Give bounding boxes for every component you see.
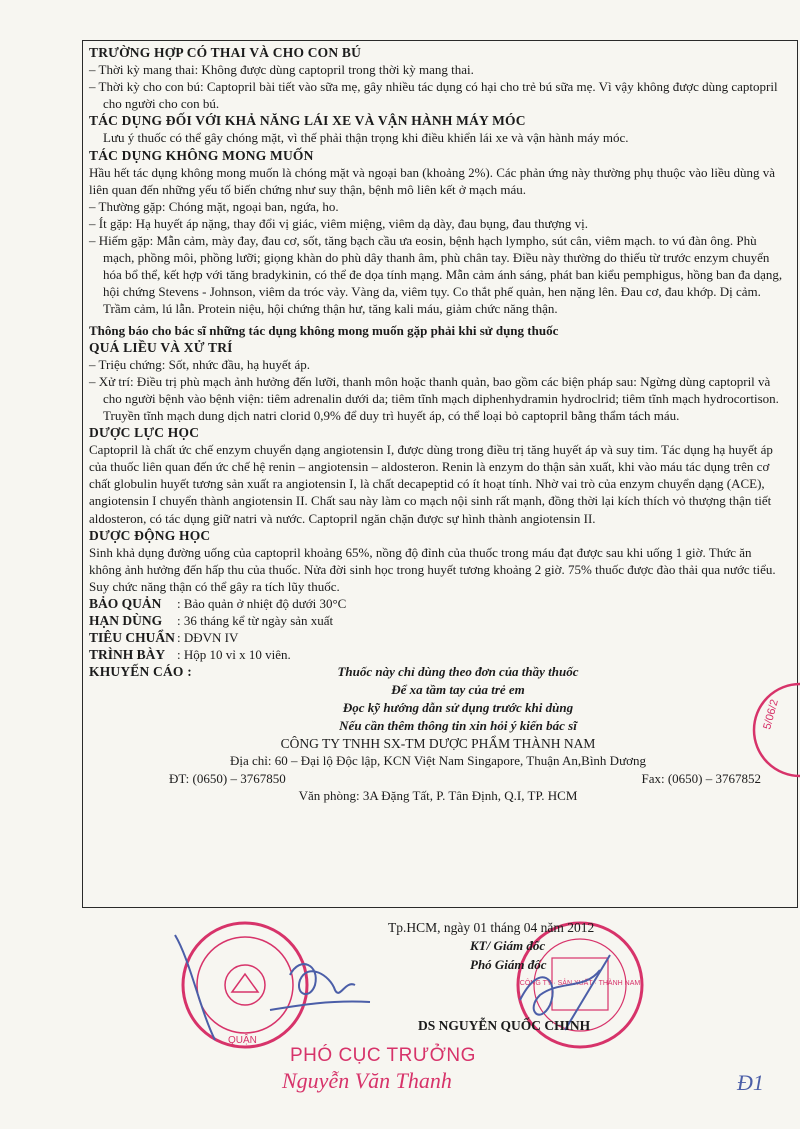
pregnancy-item: – Thời kỳ cho con bú: Captopril bài tiết vào sữa mẹ, gây nhiều tác dụng có hại cho trẻ bú sữa mẹ. Vì vậy không được dùng captopril cho người cho con bú. [89, 78, 787, 112]
side-effect-item: – Thường gặp: Chóng mặt, ngoại ban, ngứa, ho. [89, 198, 787, 215]
warning-line: Đọc kỹ hướng dẫn sử dụng trước khi dùng [342, 700, 574, 716]
section-title-overdose: QUÁ LIỀU VÀ XỬ TRÍ [89, 339, 233, 355]
signer-role-primary: KT/ Giám đốc [470, 938, 546, 953]
warning-line: Thuốc này chỉ dùng theo đơn của thầy thuốc [337, 664, 579, 680]
spec-value: : Hộp 10 vỉ x 10 viên. [177, 647, 291, 663]
side-effects-intro: Hầu hết tác dụng không mong muốn là chóng mặt và ngoại ban (khoảng 2%). Các phản ứng này thường phụ thuộc vào liều dùng và liên quan đến những yếu tố biến chứng như suy thận, bệnh mô liên kết ở mạch máu. [89, 164, 775, 197]
spec-key: TIÊU CHUẨN [89, 630, 175, 646]
company-office: Văn phòng: 3A Đặng Tất, P. Tân Định, Q.I, TP. HCM [298, 787, 578, 803]
section-title-pregnancy: TRƯỜNG HỢP CÓ THAI VÀ CHO CON BÚ [89, 45, 362, 60]
stamp-left-text: QUẬN [228, 1035, 257, 1046]
company-name: CÔNG TY TNHH SX-TM DƯỢC PHẨM THÀNH NAM [280, 736, 596, 752]
section-title-driving: TÁC DỤNG ĐỐI VỚI KHẢ NĂNG LÁI XE VÀ VẬN HÀNH MÁY MÓC [89, 113, 526, 129]
issue-date: Tp.HCM, ngày 01 tháng 04 năm 2012 [388, 920, 595, 935]
stamp-right-text: CÔNG TY · SẢN XUẤT · THÀNH NAM [519, 980, 641, 987]
spec-value: : DĐVN IV [177, 630, 239, 646]
side-date-stamp [754, 684, 800, 776]
section-title-pharmacokinetics: DƯỢC ĐỘNG HỌC [89, 527, 211, 543]
vice-director-title: PHÓ CỤC TRƯỞNG [290, 1045, 476, 1066]
overdose-item: – Xử trí: Điều trị phù mạch ảnh hưởng đến lưỡi, thanh môn hoặc thanh quản, bao gồm các biện pháp sau: Ngừng dùng captopril và cho người bệnh vào bệnh viện: tiêm adrenalin dưới da; tiêm tĩnh mạch diphenhydramin hydroclrid; tiêm tĩnh mạch hydrocortison. Truyền tĩnh mạch dung dịch natri clorid 0,9% để duy trì huyết áp, có thể loại bỏ captopril bằng thẩm tách máu. [89, 373, 787, 424]
warning-line: Nếu cần thêm thông tin xin hỏi ý kiến bác sĩ [339, 718, 577, 734]
spec-key: HẠN DÙNG [89, 613, 163, 629]
corner-handwritten-mark: Đ1 [737, 1070, 764, 1095]
pregnancy-item: – Thời kỳ mang thai: Không được dùng captopril trong thời kỳ mang thai. [89, 61, 787, 78]
side-effect-item: – Hiếm gặp: Mẫn cảm, mày đay, đau cơ, sốt, tăng bạch cầu ưa eosin, bệnh hạch lympho, sút cân, viêm mạch. to vú đàn ông. Phù mạch, phồng môi, phồng lưỡi; giọng khàn do phù dây thanh âm, phù chân tay. Điều này thường do thiếu từ trước enzym chuyển hóa bổ thể, kết hợp với tăng bradykinin, có thể đe dọa tính mạng. Mẫn cảm ánh sáng, phát ban kiểu pemphigus, hồng ban đa dạng, hội chứng Stevens - Johnson, viêm da tróc vảy. Vàng da, viêm tụy. Co thắt phế quản, hen nặng lên. Đau cơ, đau khớp. Dị cảm. Trầm cảm, lú lẫn. Protein niệu, hội chứng thận hư, tăng kali máu, giảm chức năng thận. [89, 232, 787, 317]
signer-role-secondary: Phó Giám đốc [470, 957, 547, 972]
company-address: Địa chỉ: 60 – Đại lộ Độc lập, KCN Việt Nam Singapore, Thuận An,Bình Dương [230, 753, 646, 769]
side-stamp-text: 5/06/2 [761, 698, 781, 731]
spec-key: TRÌNH BÀY [89, 647, 166, 663]
left-official-stamp [183, 923, 307, 1047]
spec-key: BẢO QUẢN [89, 596, 162, 611]
company-fax: Fax: (0650) – 3767852 [641, 770, 761, 786]
pharmacokinetics-text: Sinh khả dụng đường uống của captopril khoảng 65%, nồng độ đỉnh của thuốc trong máu đạt được sau khi uống 1 giờ. Thức ăn không ảnh hưởng đến hấp thu của thuốc. Nửa đời sinh học trong huyết tương khoảng 2 giờ. 75% thuốc được đào thải qua nước tiểu. Suy chức năng thận có thể gây ra tích lũy thuốc. [89, 544, 776, 594]
spec-value: : 36 tháng kể từ ngày sản xuất [177, 613, 334, 629]
company-phone: ĐT: (0650) – 3767850 [169, 770, 286, 786]
vice-director-name: Nguyễn Văn Thanh [282, 1068, 452, 1093]
spec-value: : Bảo quản ở nhiệt độ dưới 30°C [177, 596, 347, 611]
side-effect-item: – Ít gặp: Hạ huyết áp nặng, thay đổi vị giác, viêm miệng, viêm dạ dày, đau bụng, đau thượng vị. [89, 215, 787, 232]
section-title-pharmacodynamics: DƯỢC LỰC HỌC [89, 425, 200, 441]
signer-name: DS NGUYỄN QUỐC CHINH [418, 1018, 591, 1033]
overdose-item: – Triệu chứng: Sốt, nhức đầu, hạ huyết áp. [89, 356, 787, 373]
side-effects-notice: Thông báo cho bác sĩ những tác dụng không mong muốn gặp phải khi sử dụng thuốc [89, 322, 559, 338]
section-title-side-effects: TÁC DỤNG KHÔNG MONG MUỐN [89, 147, 314, 163]
warning-line: Để xa tầm tay của trẻ em [391, 682, 525, 698]
warnings-label: KHUYẾN CÁO : [89, 664, 192, 680]
pharmacodynamics-text: Captopril là chất ức chế enzym chuyển dạng angiotensin I, được dùng trong điều trị tăng huyết áp và suy tim. Tác dụng hạ huyết áp của thuốc liên quan đến ức chế hệ renin – angiotensin – aldosteron. Renin là enzym do thận sản xuất, khi vào máu tác dụng trên cơ chất globulin huyết tương sản xuất ra angiotensin I, là chất decapeptid có ít hoạt tính. Nhờ vai trò của enzym chuyển dạng (ACE), angiotensin I chuyển thành angiotensin II. Chất sau này làm co mạch nội sinh rất mạnh, đồng thời lại kích thích vỏ thượng thận tiết aldosteron, có tác dụng giữ natri và nước. Captopril ngăn chặn được sự hình thành angiotensin II. [89, 442, 773, 526]
driving-text: Lưu ý thuốc có thể gây chóng mặt, vì thế phải thận trọng khi điều khiển lái xe và vận hành máy móc. [103, 130, 629, 146]
